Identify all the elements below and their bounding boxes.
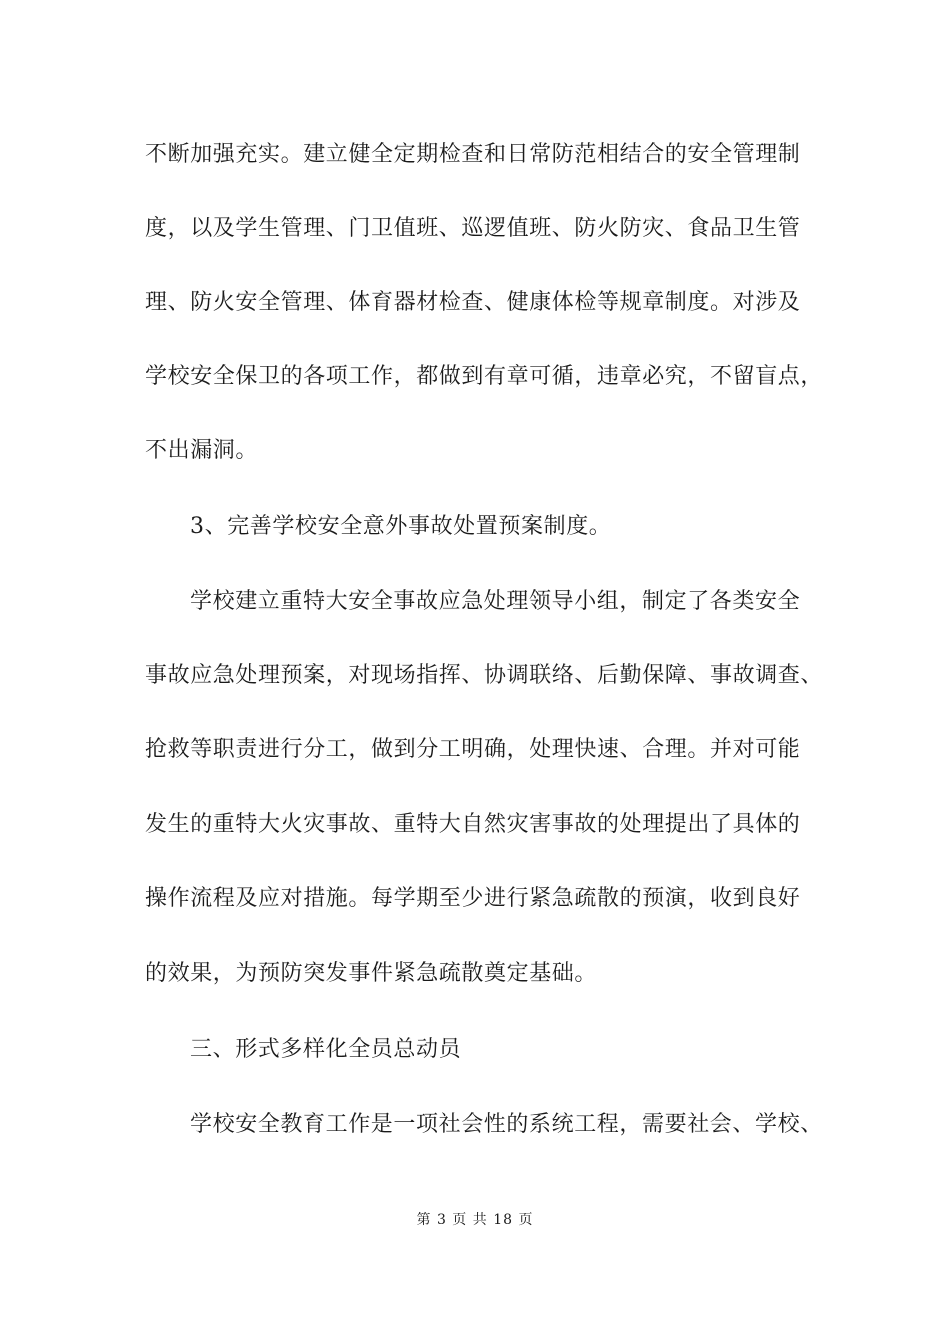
text-line: 学校安全教育工作是一项社会性的系统工程，需要社会、学校、 — [190, 1112, 823, 1137]
text-line: 事故应急处理预案，对现场指挥、协调联络、后勤保障、事故调查、 — [145, 663, 824, 688]
section-heading: 三、形式多样化全员总动员 — [190, 1037, 462, 1062]
text-line: 学校建立重特大安全事故应急处理领导小组，制定了各类安全 — [190, 589, 801, 614]
text-line: 操作流程及应对措施。每学期至少进行紧急疏散的预演，收到良好 — [145, 886, 801, 911]
text-line: 度，以及学生管理、门卫值班、巡逻值班、防火防灾、食品卫生管 — [145, 216, 801, 241]
text-line: 抢救等职责进行分工，做到分工明确，处理快速、合理。并对可能 — [145, 737, 801, 762]
text-line: 发生的重特大火灾事故、重特大自然灾害事故的处理提出了具体的 — [145, 812, 801, 837]
text-line: 学校安全保卫的各项工作，都做到有章可循，违章必究，不留盲点， — [145, 364, 824, 389]
text-line: 不断加强充实。建立健全定期检查和日常防范相结合的安全管理制 — [145, 142, 801, 167]
text-line: 理、防火安全管理、体育器材检查、健康体检等规章制度。对涉及 — [145, 290, 801, 315]
page-number: 第 3 页 共 18 页 — [416, 1212, 534, 1228]
section-heading: 3、完善学校安全意外事故处置预案制度。 — [190, 514, 612, 539]
text-line: 的效果，为预防突发事件紧急疏散奠定基础。 — [145, 961, 598, 986]
text-line: 不出漏洞。 — [145, 438, 259, 463]
